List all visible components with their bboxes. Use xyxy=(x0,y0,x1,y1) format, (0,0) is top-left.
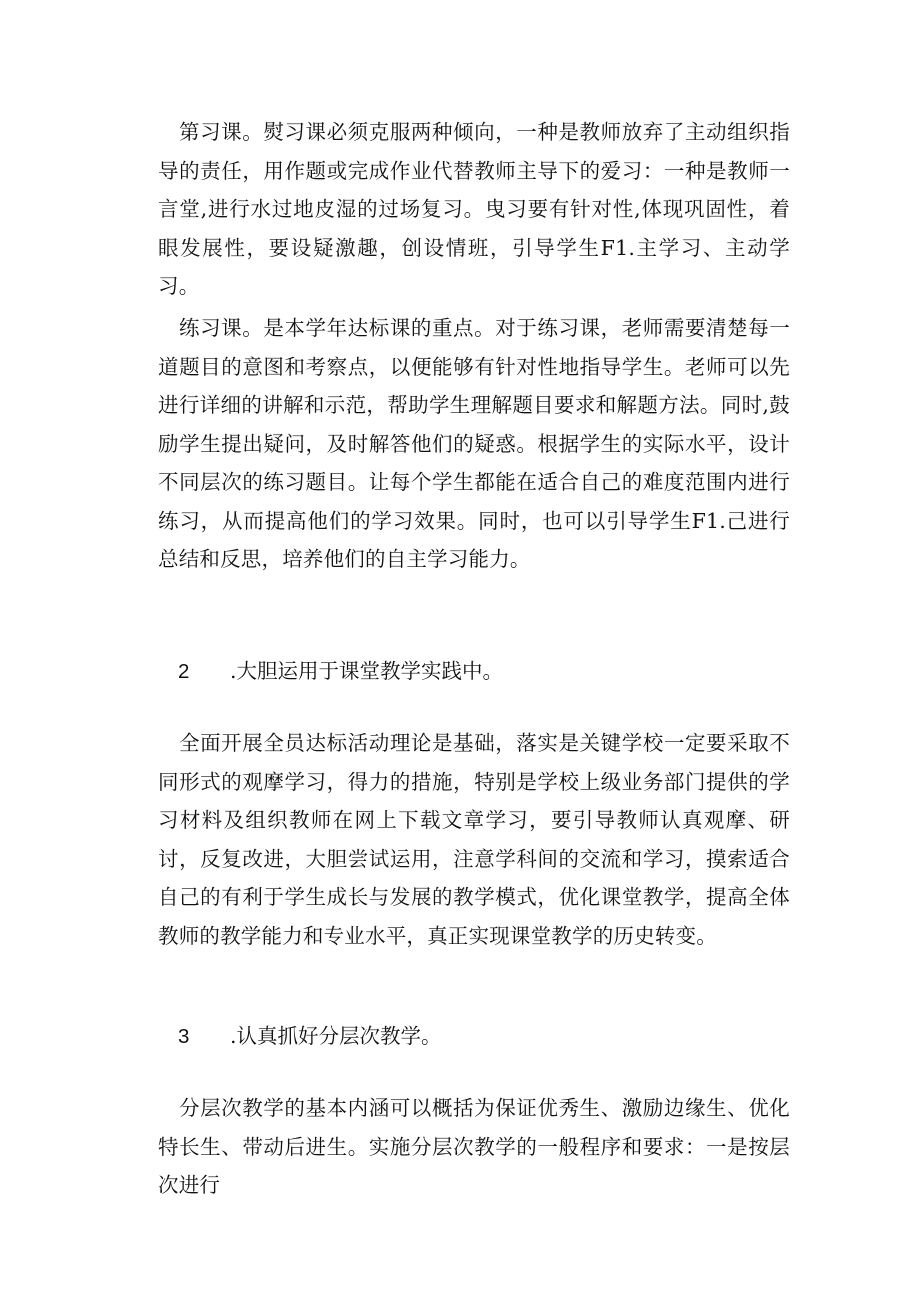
section-heading-2 xyxy=(178,652,503,692)
section-title: .大胆运用于课堂教学实践中。 xyxy=(230,659,504,683)
paragraph-practice-application: 全面开展全员达标活动理论是基础，落实是关键学校一定要采取不同形式的观摩学习，得力的措施，特别是学校上级业务部门提供的学习材料及组织教师在网上下载文章学习，要引导教师认真观摩、研讨，反复改进，大胆尝试运用，注意学科间的交流和学习，摸索适合自己的有利于学生成长与发展的教学模式，优化课堂教学，提高全体教师的教学能力和专业水平，真正实现课堂教学的历史转变。 xyxy=(158,731,790,948)
paragraph-practice-lesson: 练习课。是本学年达标课的重点。对于练习课，老师需要清楚每一道题目的意图和考察点，以便能够有针对性地指导学生。老师可以先进行详细的讲解和示范，帮助学生理解题目要求和解题方法。同时,鼓励学生提出疑问，及时解答他们的疑惑。根据学生的实际水平，设计不同层次的练习题目。让每个学生都能在适合自己的难度范围内进行练习，从而提高他们的学习效果。同时，也可以引导学生F1.己进行总结和反思，培养他们的自主学习能力。 xyxy=(158,316,790,571)
section-number: 2 xyxy=(178,660,190,683)
paragraph-review-lesson: 第习课。熨习课必须克服两种倾向，一种是教师放弃了主动组织指导的责任，用作题或完成作业代替教师主导下的爱习：一种是教师一言堂,进行水过地皮湿的过场复习。曳习要有针对性,体现巩固性，着眼发展性，要设疑激趣，创设情班，引导学生F1.主学习、主动学习。 xyxy=(158,120,790,298)
paragraph-layered-teaching: 分层次教学的基本内涵可以概括为保证优秀生、激励边缘生、优化特长生、带动后进生。实施分层次教学的一般程序和要求：一是按层次进行 xyxy=(158,1096,790,1197)
section-number: 3 xyxy=(178,1025,190,1048)
section-title: .认真抓好分层次教学。 xyxy=(230,1024,442,1048)
section-heading-3 xyxy=(178,1017,442,1057)
